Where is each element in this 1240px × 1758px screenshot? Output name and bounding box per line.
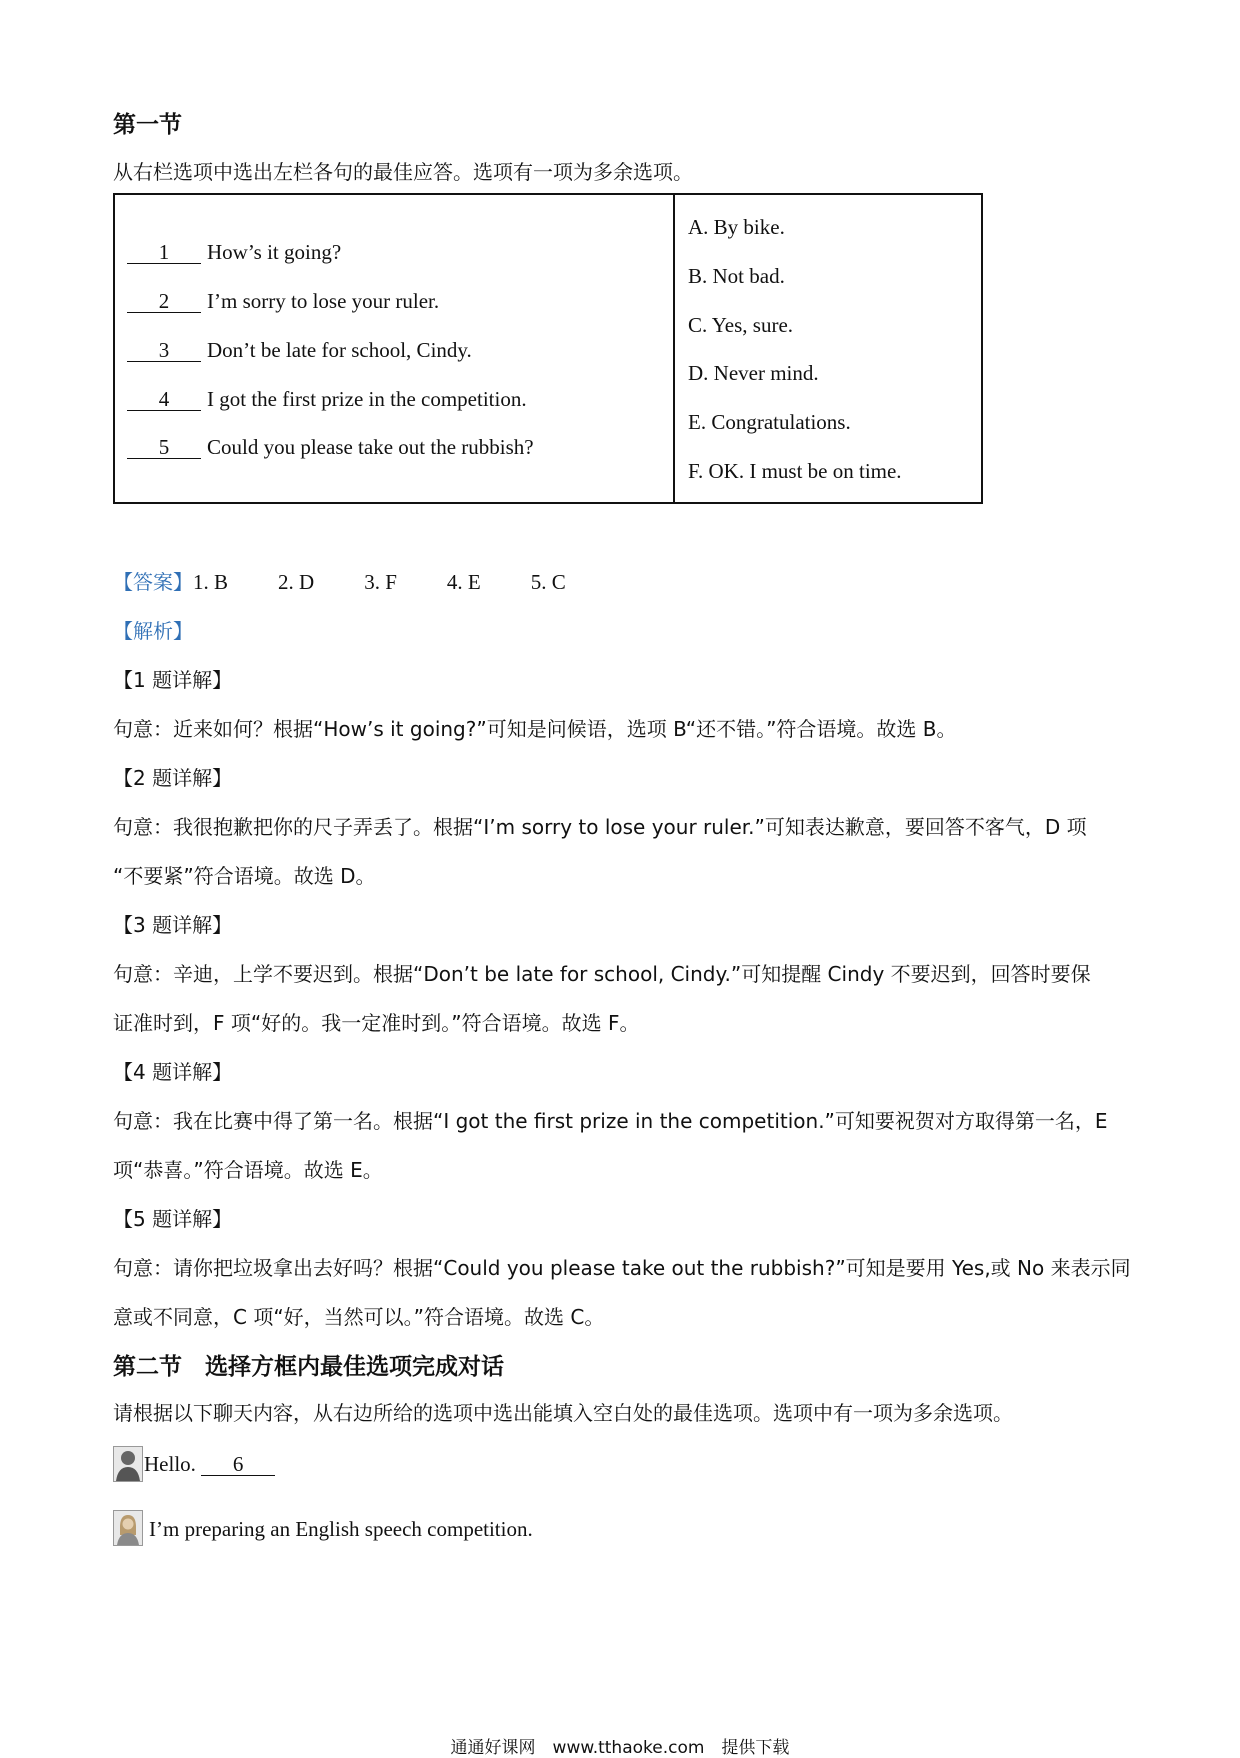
question-text-3: Don’t be late for school, Cindy. (207, 338, 472, 362)
detail-head-2: 【2 题详解】 (113, 766, 233, 790)
detail-line-2-1: 句意：我很抱歉把你的尺子弄丢了。根据“I’m sorry to lose your ruler.”可知表达歉意，要回答不客气，D 项 (113, 815, 1087, 839)
detail-line-5-2: 意或不同意，C 项“好，当然可以。”符合语境。故选 C。 (113, 1305, 605, 1329)
question-row-4 (127, 387, 527, 412)
section1-title: 第一节 (113, 112, 182, 138)
detail-line-5-1: 句意：请你把垃圾拿出去好吗？根据“Could you please take out the rubbish?”可知是要用 Yes,或 No 来表示同 (113, 1256, 1131, 1280)
detail-line-3-1: 句意：辛迪，上学不要迟到。根据“Don’t be late for school, Cindy.”可知提醒 Cindy 不要迟到，回答时要保 (113, 962, 1091, 986)
female-avatar-icon (113, 1510, 143, 1546)
male-avatar-icon (113, 1446, 143, 1482)
detail-line-2-2: “不要紧”符合语境。故选 D。 (113, 864, 376, 888)
answer-4: 4. E (446, 570, 481, 594)
answer-label: 【答案】 (113, 570, 193, 594)
footer-source: 通通好课网 www.tthaoke.com 提供下载 (450, 1738, 790, 1758)
answer-5: 5. C (530, 570, 566, 594)
question-text-1: How’s it going? (207, 240, 342, 264)
section2-title: 第二节 选择方框内最佳选项完成对话 (113, 1354, 504, 1380)
detail-head-4: 【4 题详解】 (113, 1060, 233, 1084)
table-divider (673, 195, 675, 502)
detail-line-4-2: 项“恭喜。”符合语境。故选 E。 (113, 1158, 383, 1182)
chat-text-1: Hello. (144, 1452, 196, 1476)
analysis-label: 【解析】 (113, 619, 193, 643)
detail-line-3-2: 证准时到，F 项“好的。我一定准时到。”符合语境。故选 F。 (113, 1011, 640, 1035)
option-e: E. Congratulations. (688, 410, 851, 434)
option-d: D. Never mind. (688, 361, 819, 385)
question-row-2 (127, 289, 439, 314)
answer-2: 2. D (278, 570, 315, 594)
question-row-5 (127, 435, 534, 460)
section2-instruction: 请根据以下聊天内容，从右边所给的选项中选出能填入空白处的最佳选项。选项中有一项为多余选项。 (113, 1401, 1013, 1425)
detail-head-3: 【3 题详解】 (113, 913, 233, 937)
answer-blank-3[interactable]: 3 (127, 339, 201, 362)
option-c: C. Yes, sure. (688, 313, 794, 337)
option-b: B. Not bad. (688, 264, 785, 288)
answer-blank-6[interactable]: 6 (201, 1453, 275, 1476)
option-f: F. OK. I must be on time. (688, 459, 902, 483)
detail-head-1: 【1 题详解】 (113, 668, 233, 692)
question-text-2: I’m sorry to lose your ruler. (207, 289, 440, 313)
detail-head-5: 【5 题详解】 (113, 1207, 233, 1231)
question-row-3 (127, 338, 472, 363)
answer-1: 1. B (193, 570, 229, 594)
answer-blank-2[interactable]: 2 (127, 290, 201, 313)
question-text-4: I got the first prize in the competition. (207, 387, 527, 411)
answer-blank-1[interactable]: 1 (127, 241, 201, 264)
answer-blank-5[interactable]: 5 (127, 436, 201, 459)
answer-blank-4[interactable]: 4 (127, 388, 201, 411)
question-text-5: Could you please take out the rubbish? (207, 435, 534, 459)
matching-table (113, 193, 983, 504)
chat-line-2: I’m preparing an English speech competition. (149, 1517, 533, 1541)
chat-line-1 (144, 1452, 275, 1477)
question-row-1 (127, 240, 341, 265)
option-a: A. By bike. (688, 215, 785, 239)
detail-line-4-1: 句意：我在比赛中得了第一名。根据“I got the first prize in the competition.”可知要祝贺对方取得第一名，E (113, 1109, 1108, 1133)
section1-instruction: 从右栏选项中选出左栏各句的最佳应答。选项有一项为多余选项。 (113, 160, 693, 184)
answer-line (113, 566, 616, 595)
answer-3: 3. F (364, 570, 397, 594)
detail-line-1-1: 句意：近来如何？根据“How’s it going?”可知是问候语，选项 B“还不错。”符合语境。故选 B。 (113, 717, 957, 741)
